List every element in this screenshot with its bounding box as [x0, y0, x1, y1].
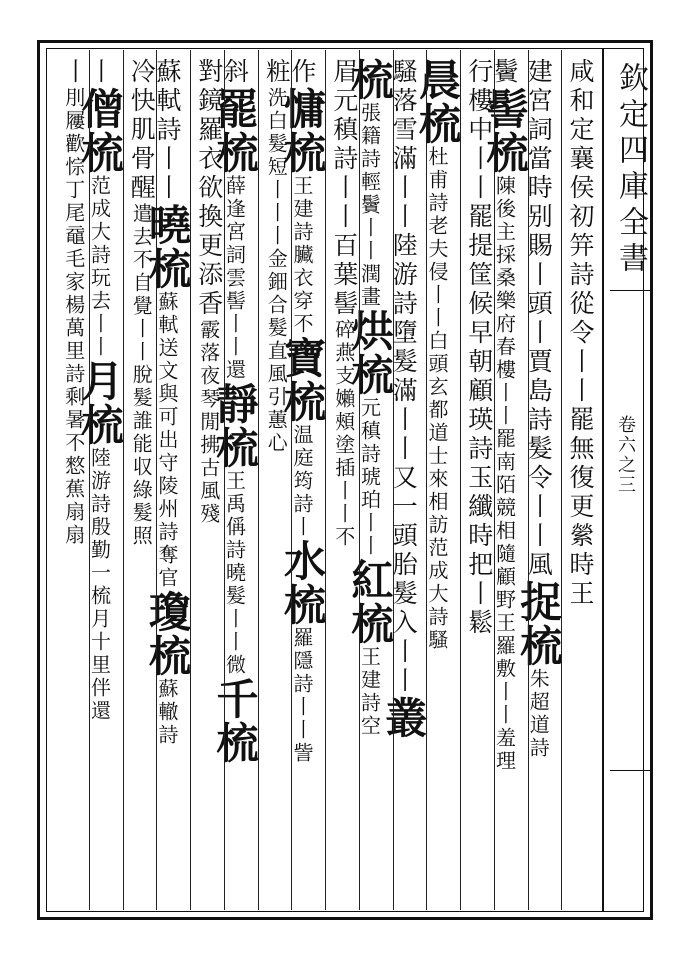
text-column — [480, 58, 530, 773]
entry-text: 斜 — [220, 58, 250, 87]
entry-text: 行樓中丨丨罷提筐候早朝顧瑛詩玉纖時把丨鬆 — [464, 58, 494, 638]
entry-text: 温庭筠詩丨 — [290, 424, 314, 539]
book-title: 欽定四庫全書 — [613, 62, 648, 278]
entry-text: 遣去不自覺丨丨脫髮誰能収 — [129, 203, 154, 479]
entry-text: 鬢 — [490, 58, 520, 87]
entry-heading: 叢 — [379, 696, 429, 740]
entry-heading: 千梳 — [210, 677, 260, 765]
entry-text: 陸游詩殷勤一梳月十里伴還 — [87, 447, 112, 723]
entry-text: 丨 — [85, 58, 115, 87]
entry-text: 蘇轍詩 — [155, 678, 179, 747]
column-rule — [190, 50, 191, 910]
entry-heading: 罷梳 — [210, 87, 260, 175]
entry-text: 蘇軾送文與可出守陵州詩奪官 — [155, 291, 179, 590]
entry-text: 張籍詩輕鬢丨丨潤畫 — [357, 102, 382, 309]
entry-heading: 梳 — [345, 58, 395, 102]
volume-label: 卷六之三 — [615, 415, 636, 495]
column-rule — [156, 50, 157, 910]
text-column — [327, 58, 357, 549]
text-column — [210, 58, 260, 765]
column-rule — [528, 50, 529, 910]
entry-text: 王建詩臟衣穿不 — [290, 175, 314, 336]
column-rule — [258, 50, 259, 910]
fold-mark-bottom — [610, 770, 653, 771]
entry-heading: 月梳 — [75, 359, 125, 447]
column-rule — [494, 50, 495, 910]
column-rule — [426, 50, 427, 910]
column-rule — [123, 50, 124, 910]
fold-mark-top — [610, 290, 653, 291]
text-column — [563, 58, 593, 609]
entry-heading: 僧梳 — [75, 87, 125, 175]
gutter-divider — [602, 48, 604, 912]
entry-heading: 曉梳 — [143, 203, 192, 291]
entry-heading: 瓊梳 — [143, 590, 192, 678]
column-rule — [561, 50, 562, 910]
entry-text: 綠髮照 — [129, 479, 154, 548]
entry-text: 咸和定襄侯初笄詩從令丨丨罷無復更縈時王 — [566, 58, 595, 609]
text-column — [57, 58, 87, 547]
text-column — [75, 58, 125, 723]
entry-text: 眉元稹詩丨丨百葉髻 — [329, 58, 359, 319]
entry-text: 丨 — [59, 58, 89, 87]
column-rule — [393, 50, 394, 910]
entry-text: 作 — [288, 58, 317, 87]
text-column — [379, 58, 429, 740]
text-column — [260, 58, 290, 455]
column-rule — [224, 50, 225, 910]
text-column — [125, 58, 155, 548]
text-column — [143, 58, 192, 747]
column-rule — [359, 50, 360, 910]
entry-text: 粧 — [262, 58, 292, 87]
entry-text: 冷快肌骨醒 — [127, 58, 157, 203]
text-column — [192, 58, 222, 526]
column-rule — [460, 50, 461, 910]
column-rule — [291, 50, 292, 910]
column-rule — [325, 50, 326, 910]
entry-heading: 晨梳 — [413, 58, 462, 146]
entry-text: 丨丨羞理 — [492, 681, 517, 773]
entry-heading: 慵梳 — [278, 87, 327, 175]
entry-text: 霰落夜琴閒拂古風殘 — [196, 319, 221, 526]
entry-heading: 寶梳 — [278, 336, 327, 424]
entry-text: 朱超道詩 — [526, 668, 551, 760]
entry-text: 王禹偁詩曉髮丨丨微 — [222, 470, 247, 677]
entry-heading: 紅梳 — [345, 558, 395, 646]
entry-text: 薛逢宮詞雲髻丨丨還 — [222, 175, 247, 382]
entry-text: 建宮詞當時别賜丨頭丨賈島詩髮令丨丨風 — [524, 58, 554, 580]
entry-text: 插丨丨不 — [331, 457, 356, 549]
entry-heading: 烘梳 — [345, 309, 395, 397]
entry-text: 丨金鈿合 — [264, 225, 289, 317]
text-column — [514, 58, 564, 760]
column-rule — [89, 50, 90, 910]
entry-text: 對鏡羅衣欲換更添香 — [194, 58, 224, 319]
entry-text: 騷落雪滿丨丨陸游詩墮髮滿丨丨又一頭胎髮入丨丨 — [389, 58, 419, 696]
entry-text: 杜甫詩老夫侵丨丨白頭玄都道士來相訪范成大詩騷 — [425, 146, 449, 652]
text-column — [345, 58, 395, 738]
entry-text: 元稹詩琥珀丨丨 — [357, 397, 382, 558]
entry-heading: 水梳 — [278, 539, 327, 627]
entry-text: 碎燕支嬾頰塗 — [331, 319, 356, 457]
entry-text: 家楊萬里詩剩暑不憗蕉扇扇 — [61, 271, 86, 547]
entry-text: 范成大詩玩去丨丨 — [87, 175, 112, 359]
text-column — [278, 58, 327, 765]
entry-text: 王建詩空 — [357, 646, 382, 738]
entry-heading: 髻梳 — [480, 87, 530, 175]
entry-text: 髮直風引蕙心 — [264, 317, 289, 455]
entry-text: 蘇軾詩丨丨 — [153, 58, 182, 203]
entry-heading: 靜梳 — [210, 382, 260, 470]
entry-text: 洗白髮短丨丨 — [264, 87, 289, 225]
entry-text: 刖屨歡悰丁尾黿毛 — [61, 87, 86, 271]
entry-heading: 捉梳 — [514, 580, 564, 668]
entry-text: 陳後主採桑樂府春樓丨丨罷南陌競相隨顧野王羅敷 — [492, 175, 517, 681]
text-column — [462, 58, 492, 638]
entry-text: 羅隱詩丨丨訾 — [290, 627, 314, 765]
text-column — [413, 58, 462, 652]
